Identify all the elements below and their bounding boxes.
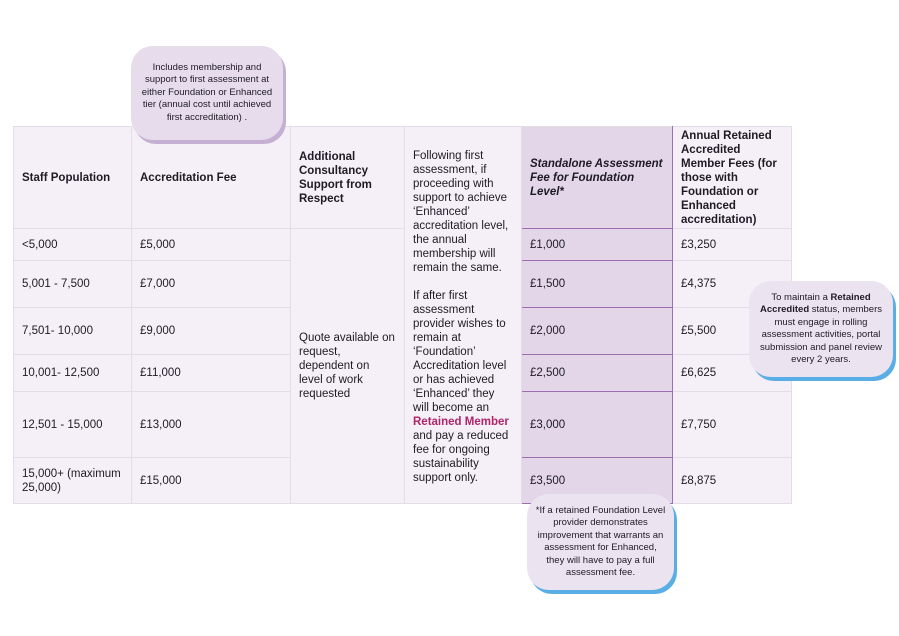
staff-cell: 15,000+ (maximum 25,000) — [14, 458, 132, 504]
fee-cell: £13,000 — [132, 392, 291, 458]
standalone-cell: £2,000 — [522, 308, 673, 355]
callout-top-text: Includes membership and support to first assessment at either Foundation or Enhanced tier (annual cost until achieved first accreditation) . — [141, 61, 273, 123]
callout-right-post: status, members must engage in rolling assessment activities, portal submission and panel review every 2 years. — [760, 304, 882, 365]
callout-retained-status-note — [749, 281, 893, 377]
staff-cell: 12,501 - 15,000 — [14, 392, 132, 458]
staff-cell: <5,000 — [14, 229, 132, 261]
fee-cell: £9,000 — [132, 308, 291, 355]
membership-note-para2-pre: If after first assessment provider wishes to remain at ‘Foundation’ Accreditation level or has achieved ‘Enhanced’ they will become an — [413, 290, 507, 414]
retained-member-highlight: Retained Member — [413, 416, 509, 428]
membership-note-para2-post: and pay a reduced fee for ongoing sustainability support only. — [413, 430, 509, 484]
standalone-cell: £3,000 — [522, 392, 673, 458]
standalone-cell: £1,500 — [522, 261, 673, 308]
staff-cell: 10,001- 12,500 — [14, 355, 132, 392]
header-standalone-fee: Standalone Assessment Fee for Foundation Level* — [522, 127, 673, 229]
staff-cell: 5,001 - 7,500 — [14, 261, 132, 308]
fees-table — [13, 126, 792, 504]
callout-right-pre: To maintain a — [771, 291, 828, 303]
retained-cell: £6,625 — [673, 355, 792, 392]
callout-bottom-text: *If a retained Foundation Level provider demonstrates improvement that warrants an assessment for Enhanced, they will have to pay a full assessment fee. — [535, 504, 666, 578]
membership-note-cell — [405, 127, 522, 504]
retained-cell: £7,750 — [673, 392, 792, 458]
callout-foundation-footnote — [527, 494, 674, 590]
standalone-cell: £1,000 — [522, 229, 673, 261]
fee-cell: £15,000 — [132, 458, 291, 504]
header-accreditation-fee: Accreditation Fee — [132, 127, 291, 229]
standalone-cell: £3,500 — [522, 458, 673, 504]
header-row — [14, 127, 792, 229]
callout-right-text — [757, 292, 885, 367]
callout-right-bold: Retained Accredited — [760, 291, 871, 315]
header-retained-fee: Annual Retained Accredited Member Fees (for those with Foundation or Enhanced accreditation) — [673, 127, 792, 229]
table-row — [14, 229, 792, 261]
fee-cell: £11,000 — [132, 355, 291, 392]
consultancy-quote-cell: Quote available on request, dependent on level of work requested — [291, 229, 405, 504]
retained-cell: £8,875 — [673, 458, 792, 504]
membership-note-para2 — [413, 289, 513, 485]
staff-cell: 7,501- 10,000 — [14, 308, 132, 355]
standalone-cell: £2,500 — [522, 355, 673, 392]
header-staff-population: Staff Population — [14, 127, 132, 229]
header-consultancy-support: Additional Consultancy Support from Respect — [291, 127, 405, 229]
fee-cell: £7,000 — [132, 261, 291, 308]
retained-cell: £3,250 — [673, 229, 792, 261]
callout-accreditation-fee-note — [131, 46, 283, 140]
retained-cell: £5,500 — [673, 308, 792, 355]
fee-cell: £5,000 — [132, 229, 291, 261]
retained-cell: £4,375 — [673, 261, 792, 308]
membership-note-para1: Following first assessment, if proceeding with support to achieve ‘Enhanced’ accreditation level, the annual membership will remain the same. — [413, 150, 509, 274]
